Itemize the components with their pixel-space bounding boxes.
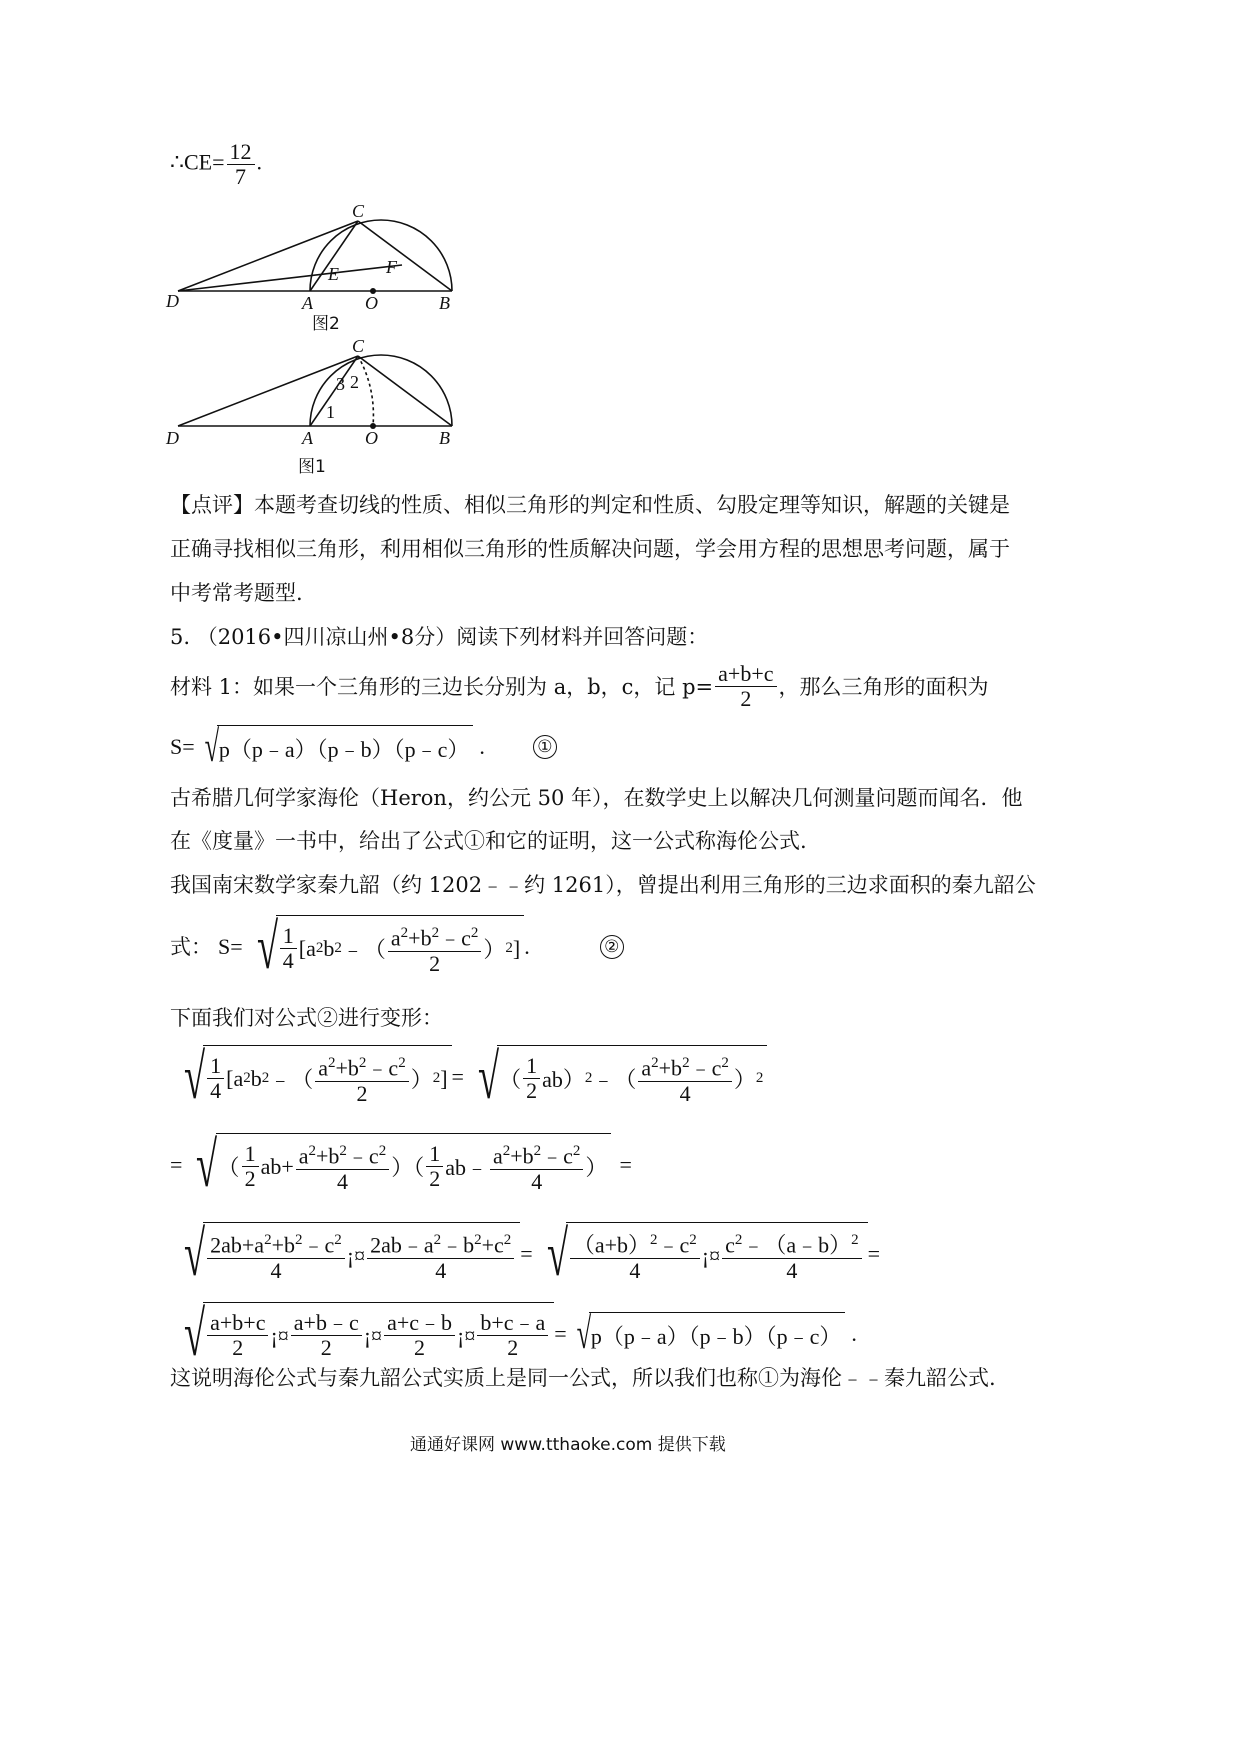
heron-line-1: 古希腊几何学家海伦（Heron，约公元 50 年），在数学史上以解决几何测量问题而闻名．他 — [170, 786, 1023, 810]
label-e: E — [328, 264, 339, 284]
formula-1-marker: ① — [533, 735, 557, 759]
label-b: B — [439, 293, 450, 313]
label-o: O — [365, 293, 378, 313]
conclusion: 这说明海伦公式与秦九韶公式实质上是同一公式，所以我们也称①为海伦﹣﹣秦九韶公式. — [170, 1366, 996, 1390]
derivation-line-3: √ $2ab+a^2+b^2﹣c^2$ 4 ¡¤ $2ab﹣a^2﹣b^2+c^2$ 4 = √ $(a+b)^2﹣c^2$ 4 ¡¤ $c^2﹣(a﹣b)^2$ 4 = — [184, 1218, 881, 1289]
figure-1-caption: 图1 — [298, 457, 326, 477]
comment-line-1: 【点评】本题考查切线的性质、相似三角形的判定和性质、勾股定理等知识，解题的关键是 — [170, 493, 1010, 517]
comment-line-2: 正确寻找相似三角形，利用相似三角形的性质解决问题，学会用方程的思想思考问题，属于 — [170, 537, 1010, 561]
heron-line-2: 在《度量》一书中，给出了公式①和它的证明，这一公式称海伦公式. — [170, 829, 807, 853]
problem-header: 5. （2016•四川凉山州•8分）阅读下列材料并回答问题： — [170, 625, 709, 649]
label-a: A — [302, 293, 313, 313]
derivation-line-1: √ 1 4 [a 2 b 2 ﹣（ $a^2+b^2﹣c^2$ 2 ） 2 ] = √ （ 1 2 ab） 2 ﹣（ $a^2+b^2﹣c^2$ 4 ） 2 — [170, 1045, 767, 1109]
formula-1: S= √ p（p﹣a）（p﹣b）（p﹣c） . ① — [170, 725, 557, 769]
angle-label-1: 1 — [326, 402, 335, 422]
label-c: C — [352, 205, 365, 221]
formula-2-marker: ② — [600, 935, 624, 959]
label-d: D — [166, 291, 179, 311]
label-c: C — [352, 340, 365, 356]
label-b: B — [439, 428, 450, 448]
angle-label-3: 3 — [336, 374, 345, 394]
figure-2 — [160, 205, 480, 335]
comment-line-3: 中考常考题型. — [170, 581, 303, 605]
label-d: D — [166, 428, 179, 448]
label-o: O — [365, 428, 378, 448]
formula-2: 式： S= √ 1 4 [a 2 b 2 ﹣（ $a^2+b^2﹣c^2$ 2 ） 2 ] . ② — [170, 915, 624, 979]
figure-1 — [160, 340, 480, 480]
angle-label-2: 2 — [350, 372, 359, 392]
label-a: A — [302, 428, 313, 448]
derivation-line-4: √ a+b+c 2 ¡¤ a+b﹣c 2 ¡¤ a+c﹣b 2 ¡¤ b+c﹣a 2 = √ p（p﹣a）（p﹣b）（p﹣c） . — [184, 1298, 857, 1369]
label-f: F — [386, 257, 397, 277]
derivation-line-2: = √ （ 1 2 ab+ $a^2+b^2﹣c^2$ 4 ）（ 1 2 ab﹣ $a^2+b^2﹣c^2$ 4 ） = — [170, 1129, 632, 1200]
material-1: 材料 1：如果一个三角形的三边长分别为 a，b，c，记 p= $\frac{a+b+c}{2}$ ，那么三角形的面积为 — [170, 661, 989, 711]
transform-intro: 下面我们对公式②进行变形： — [170, 1006, 443, 1030]
footer: 通通好课网 www.tthaoke.com 提供下载 — [410, 1435, 726, 1455]
qin-line: 我国南宋数学家秦九韶（约 1202﹣﹣约 1261），曾提出利用三角形的三边求面积的秦九韶公 — [170, 873, 1036, 897]
figure-2-caption: 图2 — [312, 314, 340, 334]
ce-result: ∴CE= $\frac{12}{7}$ . — [170, 139, 263, 189]
